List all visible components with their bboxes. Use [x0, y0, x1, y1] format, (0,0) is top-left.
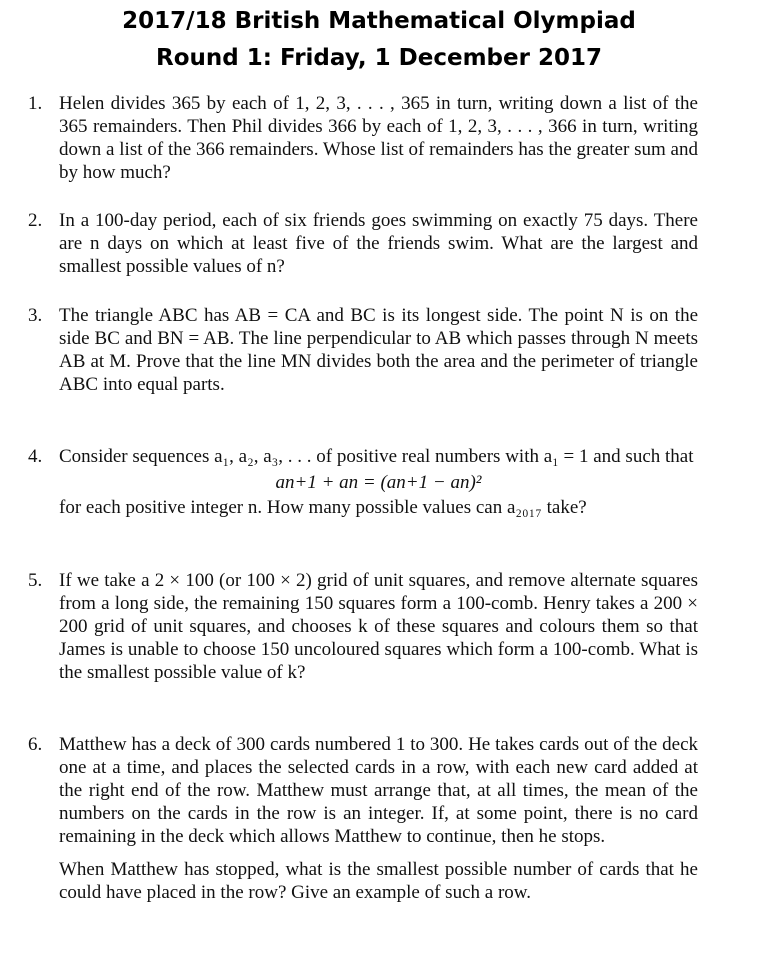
- page-title: 2017/18 British Mathematical Olympiad: [122, 8, 636, 34]
- problem-number: 2.: [28, 210, 43, 231]
- problem-text: If we take a 2 × 100 (or 100 × 2) grid of unit squares, and remove alternate squares from a long side, the remaining 150 squares form a 100-comb. Henry takes a 200 × 200 grid of unit squares, and chooses k of these squares and colours them so that James is unable to choose 150 uncoloured squares which form a 100-comb. What is the smallest possible value of k?: [59, 570, 698, 683]
- problem-text: Consider sequences a₁, a₂, a₃, . . . of positive real numbers with a₁ = 1 and such that: [59, 446, 694, 467]
- problem-text: In a 100-day period, each of six friends goes swimming on exactly 75 days. There are n days on which at least five of the friends swim. What are the largest and smallest possible values of n?: [59, 210, 698, 277]
- recurrence-equation: an+1 + an = (an+1 − an)²: [275, 472, 482, 493]
- problem-text-after: for each positive integer n. How many possible values can a₂₀₁₇ take?: [59, 497, 587, 518]
- problem-number: 5.: [28, 570, 43, 591]
- page-subtitle: Round 1: Friday, 1 December 2017: [156, 45, 602, 71]
- problem-number: 1.: [28, 93, 43, 114]
- problem-number: 3.: [28, 305, 43, 326]
- problem-number: 4.: [28, 446, 43, 467]
- problem-text: The triangle ABC has AB = CA and BC is its longest side. The point N is on the side BC and BN = AB. The line perpendicular to AB which passes through N meets AB at M. Prove that the line MN divides both the area and the perimeter of triangle ABC into equal parts.: [59, 305, 698, 395]
- problem-text: Matthew has a deck of 300 cards numbered 1 to 300. He takes cards out of the deck one at a time, and places the selected cards in a row, with each new card added at the right end of the row. Matthew must arrange that, at all times, the mean of the numbers on the cards in the row is an integer. If, at some point, there is no card remaining in the deck which allows Matthew to continue, then he stops.: [59, 734, 698, 847]
- problem-number: 6.: [28, 734, 43, 755]
- problem-text: Helen divides 365 by each of 1, 2, 3, . . . , 365 in turn, writing down a list of the 365 remainders. Then Phil divides 366 by each of 1, 2, 3, . . . , 366 in turn, writing down a list of the 366 remainders. Whose list of remainders has the greater sum and by how much?: [59, 93, 698, 183]
- problem-text-continued: When Matthew has stopped, what is the smallest possible number of cards that he could have placed in the row? Give an example of such a row.: [59, 859, 698, 903]
